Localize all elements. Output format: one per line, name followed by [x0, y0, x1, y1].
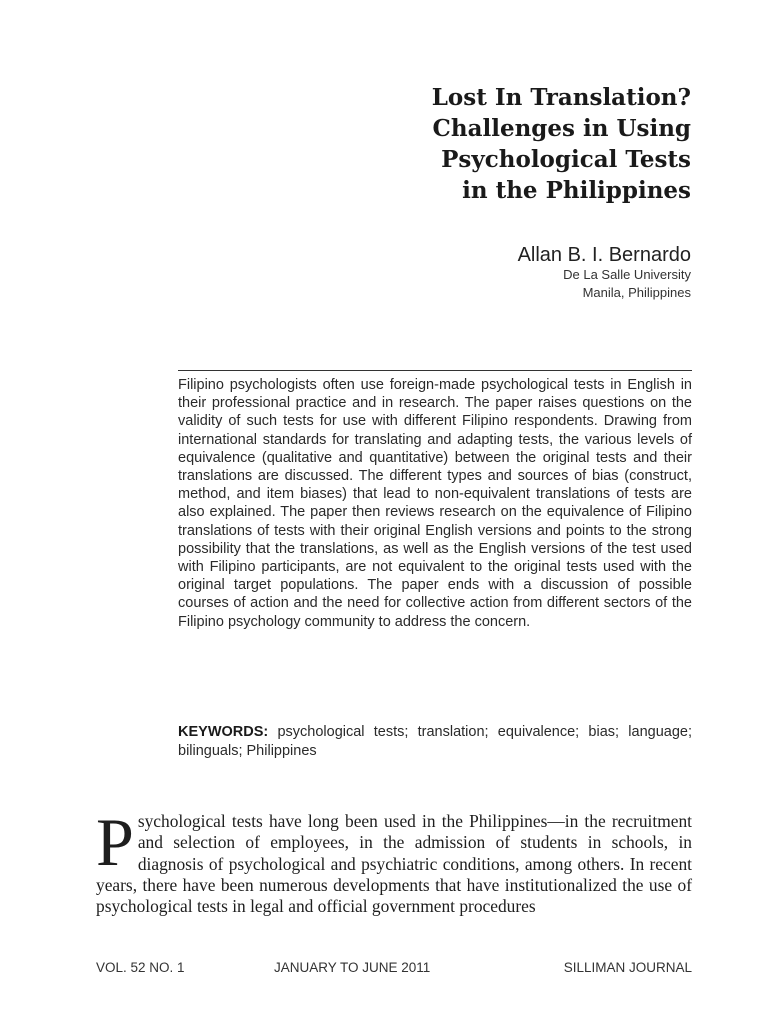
title-line-3: Psychological Tests	[441, 146, 691, 173]
author-name: Allan B. I. Bernardo	[517, 244, 691, 266]
title-line-1: Lost In Translation?	[431, 84, 691, 111]
author-institution: De La Salle University	[563, 267, 691, 282]
author-location: Manila, Philippines	[582, 285, 691, 300]
body-paragraph	[96, 804, 692, 917]
keywords-list: psychological tests; translation; equivalence; bias; language; bilinguals; Philippines	[178, 724, 692, 759]
footer-journal: SILLIMAN JOURNAL	[563, 960, 692, 975]
title-line-2: Challenges in Using	[432, 115, 691, 142]
drop-cap: P	[96, 804, 134, 880]
body-paragraph-text: sychological tests have long been used in the Philippines—in the recruitment and selection of employees, in the admission of students in schools, in diagnosis of psychological and psychiatric conditions, among others. In recent years, there have been numerous developments that have institutionalized the use of psychological tests in legal and official government procedures	[96, 811, 692, 917]
footer-date: JANUARY TO JUNE 2011	[274, 960, 431, 975]
abstract-text: Filipino psychologists often use foreign-made psychological tests in English in their professional practice and in research. The paper raises questions on the validity of such tests for use with different Filipino respondents. Drawing from international standards for translating and adapting tests, the various levels of equivalence (qualitative and quantitative) between the original tests and their translations are discussed. The different types and sources of bias (construct, method, and item biases) that lead to non-equivalent translations of tests are also explained. The paper then reviews research on the equivalence of Filipino translations of tests with their original English versions and points to the strong possibility that the translations, as well as the English versions of the test used with Filipino participants, are not equivalent to the original tests used with the original target populations. The paper ends with a discussion of possible courses of action and the need for collective action from different sectors of the Filipino psychology community to address the concern.	[178, 377, 692, 630]
keywords	[178, 723, 692, 761]
keywords-label: KEYWORDS:	[178, 724, 269, 740]
title-line-4: in the Philippines	[462, 177, 691, 204]
article-title	[331, 82, 691, 206]
abstract-divider	[178, 370, 692, 371]
page-footer	[96, 960, 692, 978]
footer-volume: VOL. 52 NO. 1	[96, 960, 185, 975]
